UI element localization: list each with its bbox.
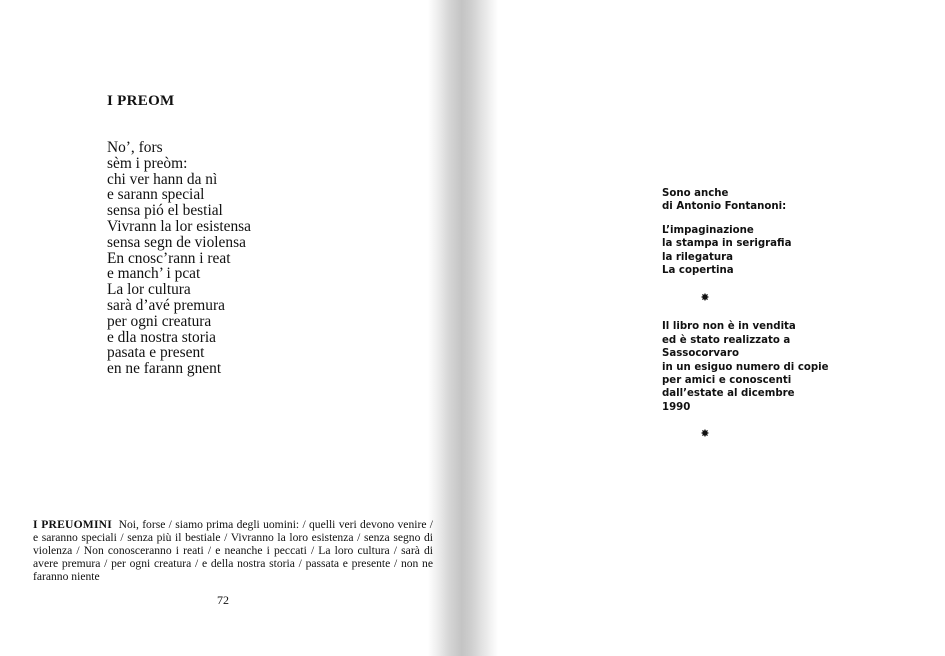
poem-line: en ne farann gnent	[107, 360, 222, 378]
colophon-line: 1990	[662, 401, 691, 413]
poem-line: sensa pió el bestial	[107, 202, 223, 220]
colophon-line: dall’estate al dicembre	[662, 388, 795, 400]
colophon-line: La copertina	[662, 265, 734, 277]
poem-line: En cnosc’rann i reat	[107, 249, 231, 267]
colophon-line: per amici e conoscenti	[662, 375, 792, 387]
poem-line: sèm i preòm:	[107, 154, 188, 172]
separator-asterisk-icon: ✸	[700, 291, 710, 304]
poem-line: pasata e present	[107, 344, 205, 362]
poem-line: Vivrann la lor esistensa	[107, 217, 251, 235]
colophon-line: in un esiguo numero di copie	[662, 361, 829, 373]
poem-line: La lor cultura	[107, 281, 191, 299]
poem-line: e manch’ i pcat	[107, 265, 201, 283]
translation-note	[33, 518, 433, 583]
colophon-group-other-works	[662, 187, 862, 214]
colophon-group-credits	[662, 224, 862, 278]
translation-heading: I PREUOMINI	[33, 518, 112, 531]
poem-line: e dla nostra storia	[107, 328, 216, 346]
poem-line: sarà d’avé premura	[107, 296, 225, 314]
colophon-line: la stampa in serigrafia	[662, 238, 792, 250]
colophon-line: di Antonio Fontanoni:	[662, 201, 787, 213]
poem-title: I PREOM	[107, 93, 175, 109]
colophon-line: Il libro non è in vendita	[662, 321, 796, 333]
colophon-line: Sono anche	[662, 188, 729, 199]
colophon-group-edition	[662, 320, 862, 414]
poem-line: sensa segn de violensa	[107, 233, 246, 251]
colophon-line: ed è stato realizzato a	[662, 334, 791, 346]
page-number: 72	[217, 593, 229, 607]
colophon-line: la rilegatura	[662, 251, 734, 263]
poem-line: chi ver hann da nì	[107, 170, 218, 188]
colophon-line: Sassocorvaro	[662, 348, 739, 360]
colophon	[662, 187, 862, 414]
colophon-line: L’impaginazione	[662, 224, 754, 236]
poem-line: per ogni creatura	[107, 312, 212, 330]
book-gutter-shadow	[428, 0, 498, 656]
poem-line: No’, fors	[107, 139, 163, 156]
poem-line: e sarann special	[107, 186, 205, 204]
separator-asterisk-icon: ✸	[700, 427, 710, 440]
poem-body	[107, 140, 251, 377]
translation-text: Noi, forse / siamo prima degli uomini: / quelli veri devono venire / e saranno speciali / senza più il bestiale / Vivranno la loro esistenza / senza segno di violenza / Non conosceranno i reati / e neanche i peccati / La loro cultura / sarà di avere premura / per ogni creatura / e della nostra storia / passata e presente / non ne faranno niente	[33, 518, 434, 583]
